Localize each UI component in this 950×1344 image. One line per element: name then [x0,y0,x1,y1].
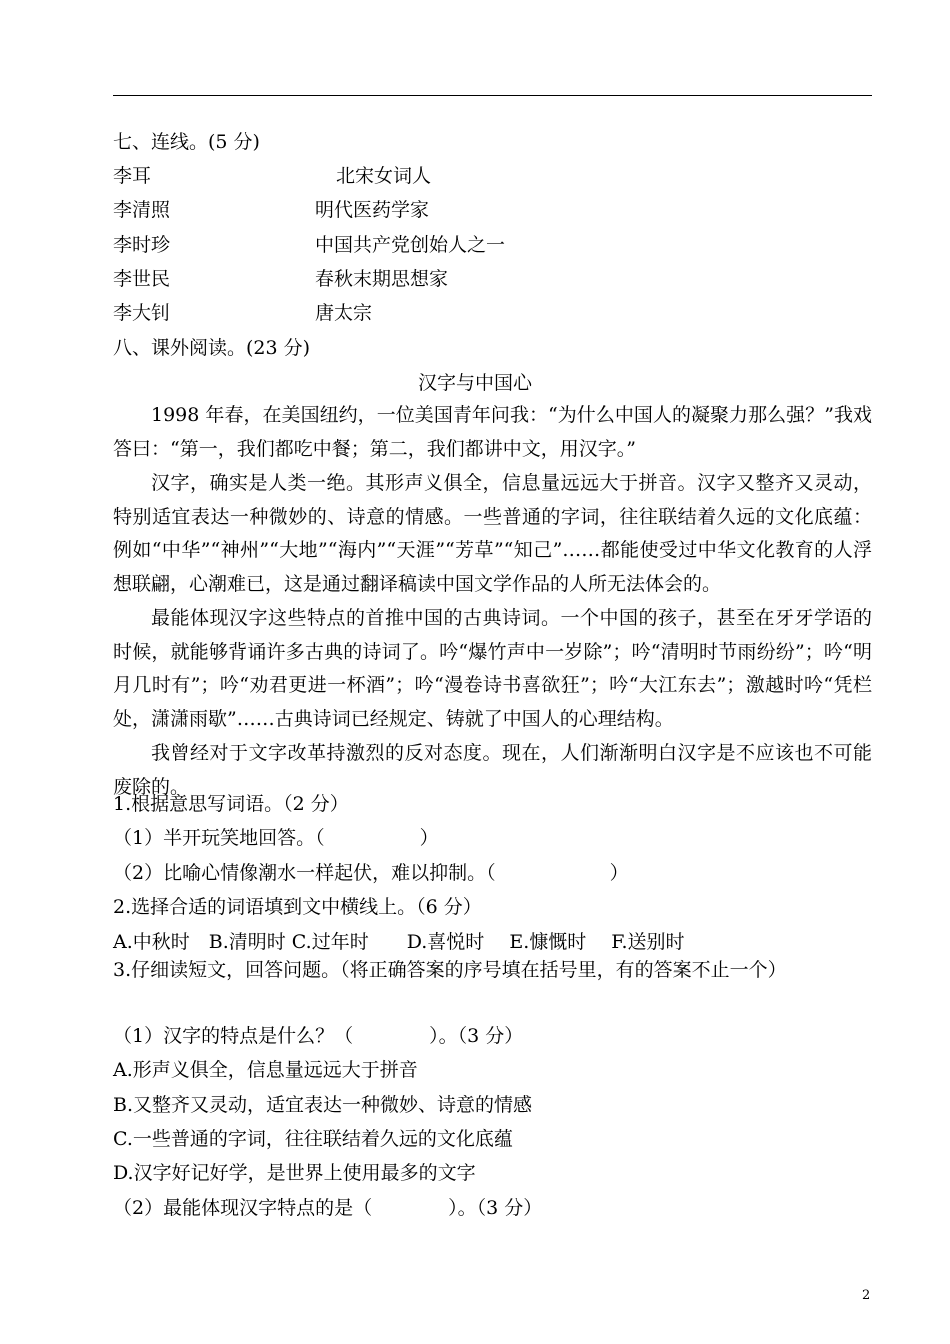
question-3-sub-2: （2）最能体现汉字特点的是（ ）。（3 分） [113,1197,543,1219]
article-paragraph-2: 汉字，确实是人类一绝。其形声义俱全，信息量远远大于拼音。汉字又整齐又灵动，特别适宜表达一种微妙的、诗意的情感。一些普通的字词，往往联结着久远的文化底蕴：例如“中华”“神州”“大地”“海内”“天涯”“芳草”“知己”……都能使受过中华文化教育的人浮想联翩，心潮难已，这是通过翻译稿读中国文学作品的人所无法体会的。 [113,472,872,595]
desc-song-poet: 北宋女词人 [336,165,432,187]
question-2: 2.选择合适的词语填到文中横线上。（6 分） [113,896,482,918]
question-2-options: A.中秋时 B.清明时 C.过年时 D.喜悦时 E.慷慨时 F.送别时 [113,931,685,953]
section8-heading: 八、课外阅读。(23 分) [113,337,311,359]
desc-tang-taizong: 唐太宗 [315,302,373,324]
question-3-option-d: D.汉字好记好学，是世界上使用最多的文字 [113,1162,476,1184]
person-li-shimin: 李世民 [113,268,171,290]
person-li-er: 李耳 [113,165,152,187]
person-li-shizhen: 李时珍 [113,234,171,256]
question-3-sub-1: （1）汉字的特点是什么？（ ）。（3 分） [113,1025,524,1047]
desc-ming-doctor: 明代医药学家 [315,199,430,221]
question-1-sub-1: （1）半开玩笑地回答。（ ） [113,827,439,849]
desc-spring-autumn-thinker: 春秋末期思想家 [315,268,449,290]
article-paragraph-1: 1998 年春，在美国纽约，一位美国青年问我：“为什么中国人的凝聚力那么强？”我戏答曰：“第一，我们都吃中餐；第二，我们都讲中文，用汉字。” [113,404,872,460]
article-paragraph-3: 最能体现汉字这些特点的首推中国的古典诗词。一个中国的孩子，甚至在牙牙学语的时候，就能够背诵许多古典的诗词了。吟“爆竹声中一岁除”；吟“清明时节雨纷纷”；吟“明月几时有”；吟“劝君更进一杯酒”；吟“漫卷诗书喜欲狂”；吟“大江东去”；激越时吟“凭栏处，潇潇雨歇”……古典诗词已经规定、铸就了中国人的心理结构。 [113,607,872,730]
page-number: 2 [862,1288,871,1303]
article-title: 汉字与中国心 [417,372,532,394]
question-1-sub-2: （2）比喻心情像潮水一样起伏，难以抑制。（ ） [113,862,629,884]
desc-ccp-founder: 中国共产党创始人之一 [315,234,506,256]
section7-heading: 七、连线。(5 分) [113,131,260,153]
question-3-option-c: C.一些普通的字词，往往联结着久远的文化底蕴 [113,1128,513,1150]
question-3-option-b: B.又整齐又灵动，适宜表达一种微妙、诗意的情感 [113,1094,533,1116]
question-1: 1.根据意思写词语。（2 分） [113,793,349,815]
person-li-dazhao: 李大钊 [113,302,171,324]
question-3-option-a: A.形声义俱全，信息量远远大于拼音 [113,1059,418,1081]
question-3: 3.仔细读短文，回答问题。（将正确答案的序号填在括号里，有的答案不止一个） [113,959,787,981]
header-rule [113,95,872,96]
article-paragraph-4: 我曾经对于文字改革持激烈的反对态度。现在，人们渐渐明白汉字是不应该也不可能废除的。 [113,742,872,798]
person-li-qingzhao: 李清照 [113,199,171,221]
